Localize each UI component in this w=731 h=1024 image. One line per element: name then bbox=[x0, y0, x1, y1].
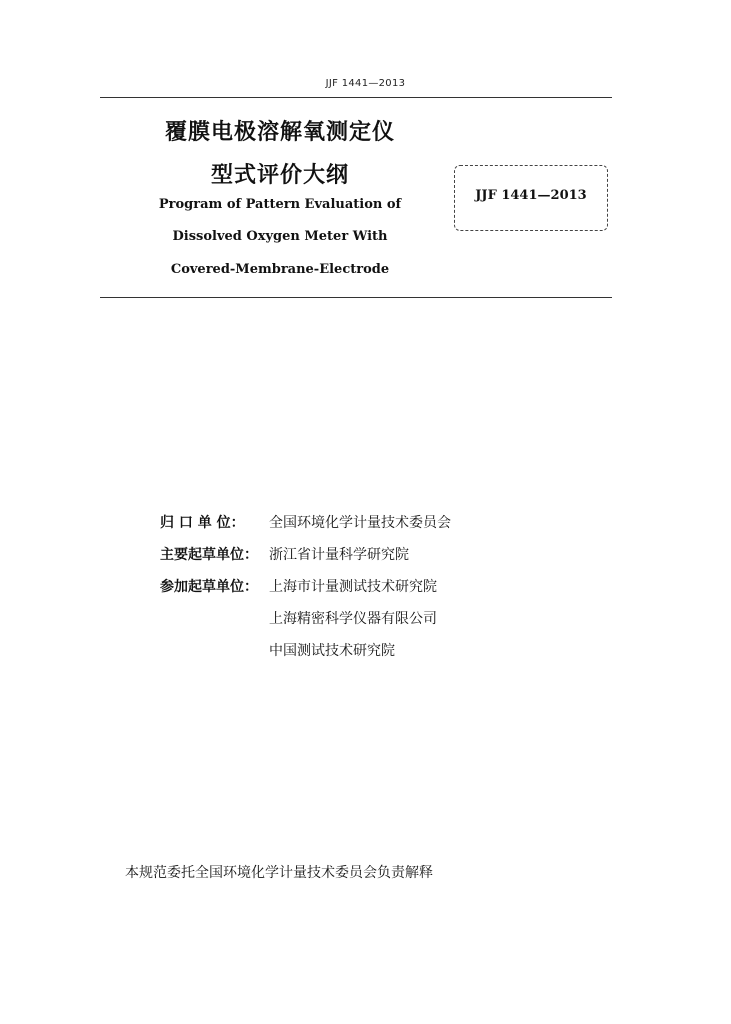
main-drafter-label: 主要起草单位： bbox=[160, 547, 258, 563]
main-drafter-value: 浙江省计量科学研究院 bbox=[269, 547, 409, 563]
title-chinese-line2: 型式评价大纲 bbox=[210, 163, 349, 188]
participant-item: 上海市计量测试技术研究院 bbox=[269, 579, 437, 595]
responsible-unit-value: 全国环境化学计量技术委员会 bbox=[269, 515, 451, 531]
header-standard-code: JJF 1441—2013 bbox=[325, 78, 406, 89]
title-english-line3: Covered-Membrane-Electrode bbox=[170, 262, 390, 277]
title-english-line1: Program of Pattern Evaluation of bbox=[158, 197, 402, 212]
bottom-divider bbox=[100, 297, 612, 298]
participant-label: 参加起草单位： bbox=[160, 579, 258, 595]
title-chinese-line1: 覆膜电极溶解氧测定仪 bbox=[164, 120, 395, 145]
interpretation-note: 本规范委托全国环境化学计量技术委员会负责解释 bbox=[125, 865, 433, 881]
title-english-line2: Dissolved Oxygen Meter With bbox=[172, 229, 388, 244]
top-divider bbox=[100, 97, 612, 98]
responsible-unit-label: 归 口 单 位： bbox=[160, 515, 245, 531]
standard-code: JJF 1441—2013 bbox=[475, 188, 587, 203]
participant-item: 中国测试技术研究院 bbox=[269, 643, 395, 659]
participant-item: 上海精密科学仪器有限公司 bbox=[269, 611, 437, 627]
